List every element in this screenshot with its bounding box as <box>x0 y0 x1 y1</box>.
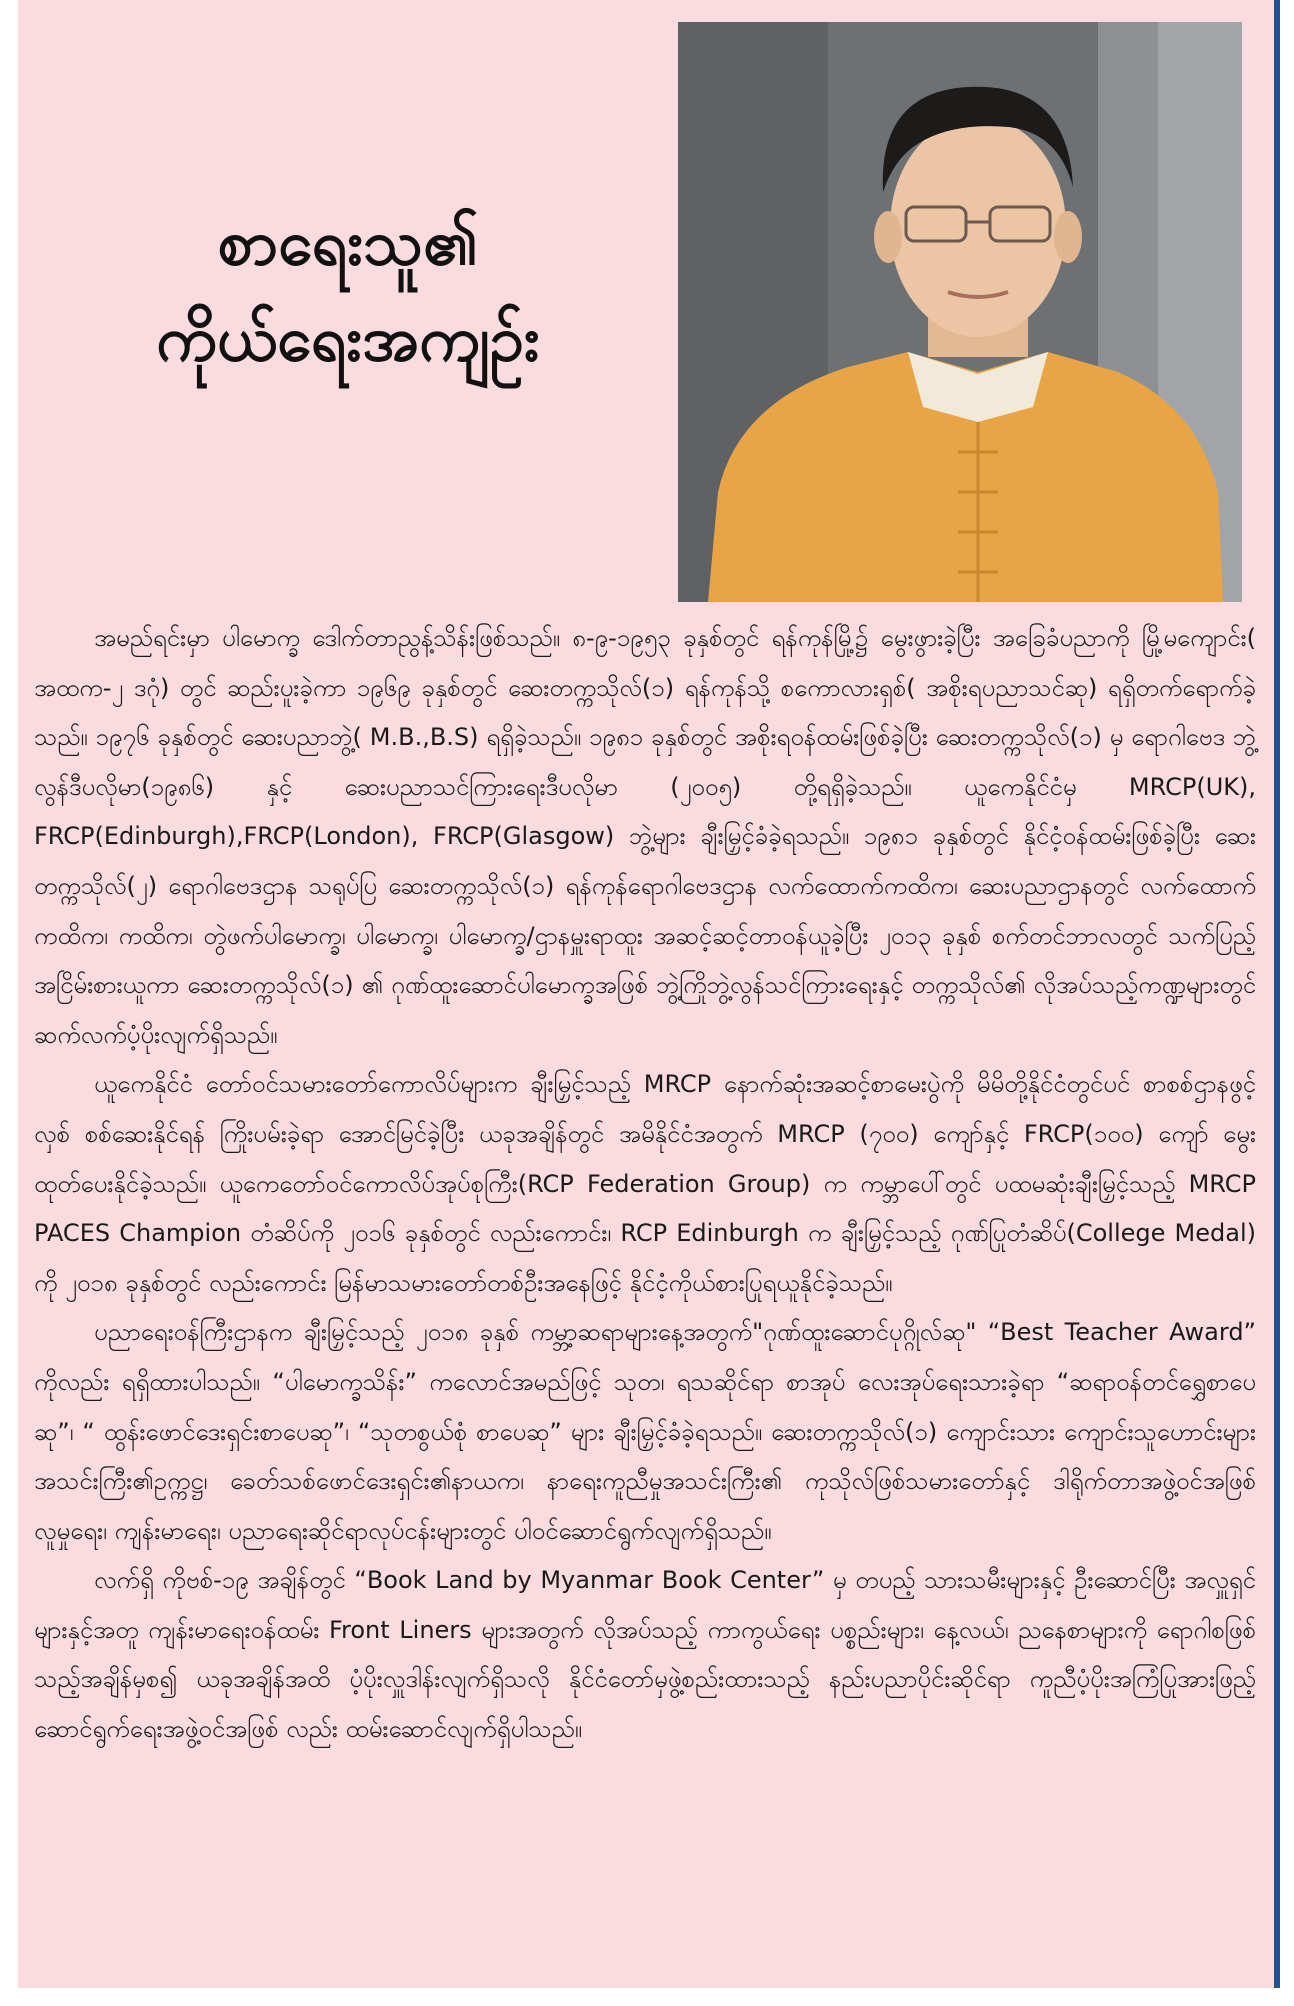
paragraph: ပညာရေးဝန်ကြီးဌာနက ချီးမြှင့်သည့် ၂၀၁၈ ခုနှစ် ကမ္ဘာ့ဆရာများနေ့အတွက်"ဂုဏ်ထူးဆောင်ပုဂ္ဂိုလ်ဆု" “Best Teacher Award” ကိုလည်း ရရှိထားပါသည်။ “ပါမောက္ခသိန်း” ကလောင်အမည်ဖြင့် သုတ၊ ရသဆိုင်ရာ စာအုပ် လေးအုပ်ရေးသားခဲ့ရာ “ဆရာဝန်တင်ရွှေစာပေဆု”၊ “ ထွန်းဖောင်ဒေးရှင်းစာပေဆု”၊ “သုတစွယ်စုံ စာပေဆု” များ ချီးမြှင့်ခံခဲ့ရသည်။ ဆေးတက္ကသိုလ်(၁) ကျောင်းသား ကျောင်းသူဟောင်းများအသင်းကြီး၏ဥက္ကဋ္ဌ၊ ခေတ်သစ်ဖောင်ဒေးရှင်း၏နာယက၊ နာရေးကူညီမှုအသင်းကြီး၏ ကုသိုလ်ဖြစ်သမားတော်နှင့် ဒါရိုက်တာအဖွဲ့ဝင်အဖြစ် လူမှုရေး၊ ကျန်းမာရေး၊ ပညာရေးဆိုင်ရာလုပ်ငန်းများတွင် ပါဝင်ဆောင်ရွက်လျက်ရှိသည်။ <box>34 1318 1256 1545</box>
author-photo <box>678 22 1242 602</box>
biography-text <box>34 614 1256 1755</box>
header <box>18 0 1274 600</box>
paragraph: ယူကေနိုင်ငံ တော်ဝင်သမားတော်ကောလိပ်များက ချီးမြှင့်သည့် MRCP နောက်ဆုံးအဆင့်စာမေးပွဲကို မိမိတို့နိုင်ငံတွင်ပင် စာစစ်ဌာနဖွင့်လှစ် စစ်ဆေးနိုင်ရန် ကြိုးပမ်းခဲ့ရာ အောင်မြင်ခဲ့ပြီး ယခုအချိန်တွင် အမိနိုင်ငံအတွက် MRCP (၇၀၀) ကျော်နှင့် FRCP(၁၀၀) ကျော် မွေးထုတ်ပေးနိုင်ခဲ့သည်။ ယူကေတော်ဝင်ကောလိပ်အုပ်စုကြီး(RCP Federation Group) က ကမ္ဘာပေါ်တွင် ပထမဆုံးချီးမြှင့်သည့် MRCP PACES Champion တံဆိပ်ကို ၂၀၁၆ ခုနှစ်တွင် လည်းကောင်း၊ RCP Edinburgh က ချီးမြှင့်သည့် ဂုဏ်ပြုတံဆိပ်(College Medal) ကို ၂၀၁၈ ခုနှစ်တွင် လည်းကောင်း မြန်မာသမားတော်တစ်ဦးအနေဖြင့် နိုင်ငံ့ကိုယ်စားပြုရယူနိုင်ခဲ့သည်။ <box>34 1070 1256 1297</box>
title-line-1: စာရေးသူ၏ <box>217 206 479 279</box>
author-portrait-icon <box>678 22 1242 602</box>
title-line-2: ကိုယ်ရေးအကျဉ်း <box>156 302 540 376</box>
paragraph: လက်ရှိ ကိုဗစ်-၁၉ အချိန်တွင် “Book Land by Myanmar Book Center” မှ တပည့် သားသမီးများနှင့် ဦးဆောင်ပြီး အလှူရှင်များနှင့်အတူ ကျန်းမာရေးဝန်ထမ်း Front Liners များအတွက် လိုအပ်သည့် ကာကွယ်ရေး ပစ္စည်းများ၊ နေ့လယ်၊ ညနေစာများကို ရောဂါစဖြစ်သည့်အချိန်မှစ၍ ယခုအချိန်အထိ ပံ့ပိုးလှူဒါန်းလျက်ရှိသလို နိုင်ငံတော်မှဖွဲ့စည်းထားသည့် နည်းပညာပိုင်းဆိုင်ရာ ကူညီပံ့ပိုးအကြံပြုအားဖြည့်ဆောင်ရွက်ရေးအဖွဲ့ဝင်အဖြစ် လည်း ထမ်းဆောင်လျက်ရှိပါသည်။ <box>34 1566 1256 1744</box>
page-title <box>78 195 618 387</box>
paragraph: အမည်ရင်းမှာ ပါမောက္ခ ဒေါက်တာညွန့်သိန်းဖြစ်သည်။ ၈-၉-၁၉၅၃ ခုနှစ်တွင် ရန်ကုန်မြို့၌ မွေးဖွားခဲ့ပြီး အခြေခံပညာကို မြို့မကျောင်း( အထက-၂ ဒဂုံ) တွင် ဆည်းပူးခဲ့ကာ ၁၉၆၉ ခုနှစ်တွင် ဆေးတက္ကသိုလ်(၁) ရန်ကုန်သို့ စကောလားရှစ်( အစိုးရပညာသင်ဆု) ရရှိတက်ရောက်ခဲ့သည်။ ၁၉၇၆ ခုနှစ်တွင် ဆေးပညာဘွဲ့( M.B.,B.S) ရရှိခဲ့သည်။ ၁၉၈၁ ခုနှစ်တွင် အစိုးရဝန်ထမ်းဖြစ်ခဲ့ပြီး ဆေးတက္ကသိုလ်(၁) မှ ရောဂါဗေဒ ဘွဲ့လွန်ဒီပလိုမာ(၁၉၈၆) နှင့် ဆေးပညာသင်ကြားရေးဒီပလိုမာ (၂၀၀၅) တို့ရရှိခဲ့သည်။ ယူကေနိုင်ငံမှ MRCP(UK), FRCP(Edinburgh),FRCP(London), FRCP(Glasgow) ဘွဲ့များ ချီးမြှင့်ခံခဲ့ရသည်။ ၁၉၈၁ ခုနှစ်တွင် နိုင်ငံ့ဝန်ထမ်းဖြစ်ခဲ့ပြီး ဆေးတက္ကသိုလ်(၂) ရောဂါဗေဒဌာန သရုပ်ပြ ဆေးတက္ကသိုလ်(၁) ရန်ကုန်ရောဂါဗေဒဌာန လက်ထောက်ကထိက၊ ဆေးပညာဌာနတွင် လက်ထောက်ကထိက၊ ကထိက၊ တွဲဖက်ပါမောက္ခ၊ ပါမောက္ခ၊ ပါမောက္ခ/ဌာနမှူးရာထူး အဆင့်ဆင့်တာဝန်ယူခဲ့ပြီး ၂၀၁၃ ခုနှစ် စက်တင်ဘာလတွင် သက်ပြည့်အငြိမ်းစားယူကာ ဆေးတက္ကသိုလ်(၁) ၏ ဂုဏ်ထူးဆောင်ပါမောက္ခအဖြစ် ဘွဲ့ကြိုဘွဲ့လွန်သင်ကြားရေးနှင့် တက္ကသိုလ်၏ လိုအပ်သည့်ကဏ္ဍများတွင် ဆက်လက်ပံ့ပိုးလျက်ရှိသည်။ <box>34 624 1257 1049</box>
page <box>18 0 1280 1988</box>
